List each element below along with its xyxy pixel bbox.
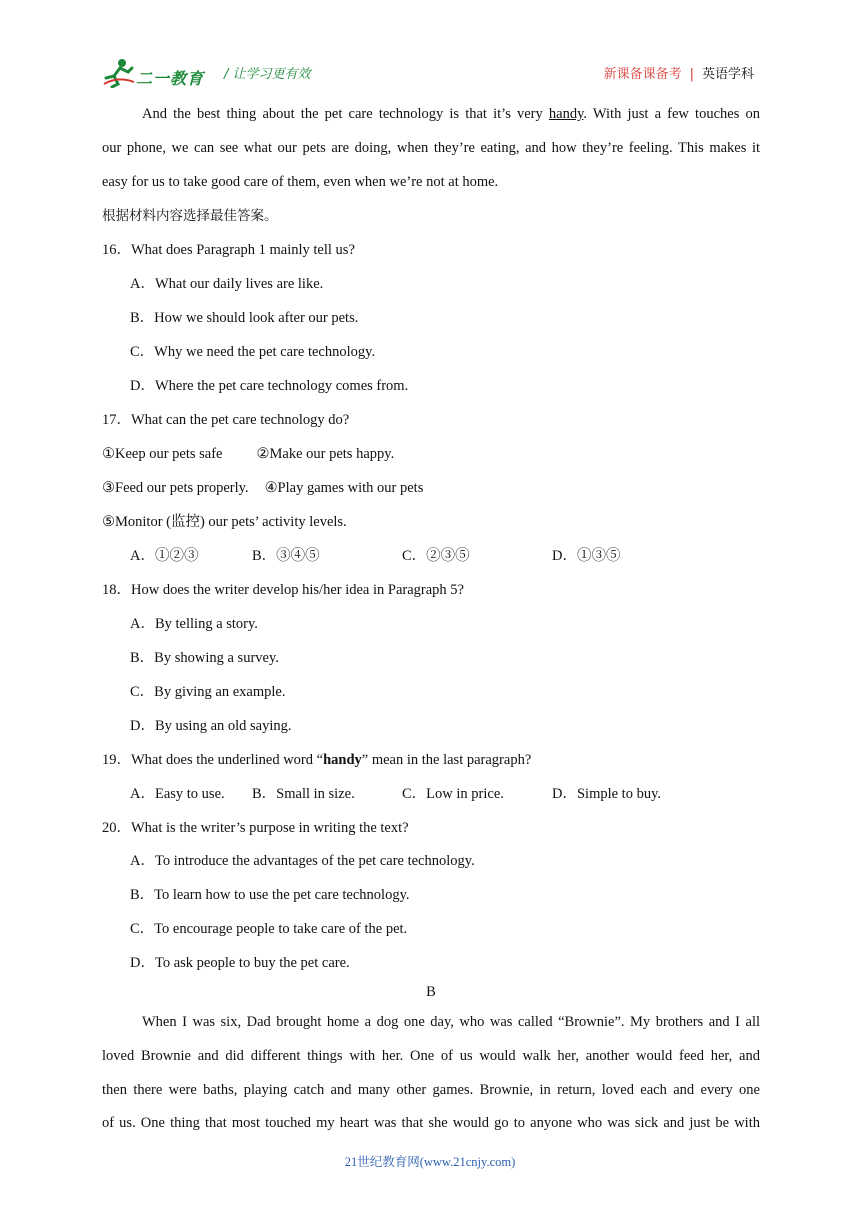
question-20-stem: 20．What is the writer’s purpose in writing the text? [102,820,409,836]
passage-b-line: then there were baths, playing catch and many other games. Brownie, in return, loved each and every one [102,1082,760,1098]
option-18c[interactable]: C．By giving an example. [130,684,286,700]
question-18-stem: 18．How does the writer develop his/her idea in Paragraph 5? [102,582,464,598]
header-subject-label: 英语学科 [701,67,754,82]
option-18b[interactable]: B．By showing a survey. [130,650,279,666]
header-subject [604,63,754,82]
passage-line: easy for us to take good care of them, even when we’re not at home. [102,174,499,190]
item-2: ②Make our pets happy. [256,446,395,462]
option-16b[interactable]: B．How we should look after our pets. [130,310,359,326]
option-17b[interactable]: B．③④⑤ [252,548,320,564]
question-16-stem: 16．What does Paragraph 1 mainly tell us? [102,242,355,258]
item-4: ④Play games with our pets [264,480,424,496]
option-20c[interactable]: C．To encourage people to take care of the pet. [130,921,408,937]
option-17d[interactable]: D．①③⑤ [552,548,621,564]
question-17-items-row [102,444,394,464]
runner-logo-icon [102,58,136,88]
option-17a[interactable]: A．①②③ [130,548,199,564]
option-16c[interactable]: C．Why we need the pet care technology. [130,344,376,360]
passage-b-line: When I was six, Dad brought home a dog one day, who was called “Brownie”. My brothers and I all [142,1014,760,1030]
item-5: ⑤Monitor (监控) our pets’ activity levels. [102,514,347,530]
option-16d[interactable]: D．Where the pet care technology comes from. [130,378,409,394]
logo-text: 二一教育 [136,69,205,88]
header-separator: | [689,67,694,82]
option-17c[interactable]: C．②③⑤ [402,548,470,564]
question-19-stem: 19．What does the underlined word “handy” mean in the last paragraph? [102,752,532,768]
slogan: / 让学习更有效 [224,67,311,82]
question-17-items-row [102,478,423,498]
passage-line: our phone, we can see what our pets are doing, when they’re eating, and how they’re feeling. This makes it [102,140,760,156]
logo [102,58,210,90]
option-18a[interactable]: A．By telling a story. [130,616,258,632]
option-18d[interactable]: D．By using an old saying. [130,718,292,734]
passage-b-line: of us. One thing that most touched my heart was that she would go to anyone who was sick and just be with [102,1115,760,1131]
page-footer[interactable]: 21世纪教育网(www.21cnjy.com) [344,1155,516,1169]
option-16a[interactable]: A．What our daily lives are like. [130,276,324,292]
question-19-options [102,784,760,804]
passage-line: And the best thing about the pet care technology is that it’s very handy. With just a few touches on [142,106,760,122]
question-17-options [102,546,760,566]
option-20d[interactable]: D．To ask people to buy the pet care. [130,955,350,971]
option-20a[interactable]: A．To introduce the advantages of the pet care technology. [130,853,475,869]
option-20b[interactable]: B．To learn how to use the pet care technology. [130,887,410,903]
item-1: ①Keep our pets safe [102,446,223,462]
option-19b[interactable]: B．Small in size. [252,786,355,802]
option-19c[interactable]: C．Low in price. [402,786,504,802]
question-17-stem: 17．What can the pet care technology do? [102,412,350,428]
option-19d[interactable]: D．Simple to buy. [552,786,662,802]
option-19a[interactable]: A．Easy to use. [130,786,225,802]
bold-word-handy: handy [323,752,362,768]
item-3: ③Feed our pets properly. [102,480,249,496]
page-header [102,52,762,92]
instruction: 根据材料内容选择最佳答案。 [102,208,278,224]
underlined-word-handy: handy [548,106,584,122]
section-heading: B [426,984,436,1000]
header-course-label: 新课备课备考 [603,67,682,82]
passage-b-line: loved Brownie and did different things with her. One of us would walk her, another would feed her, and [102,1048,760,1064]
